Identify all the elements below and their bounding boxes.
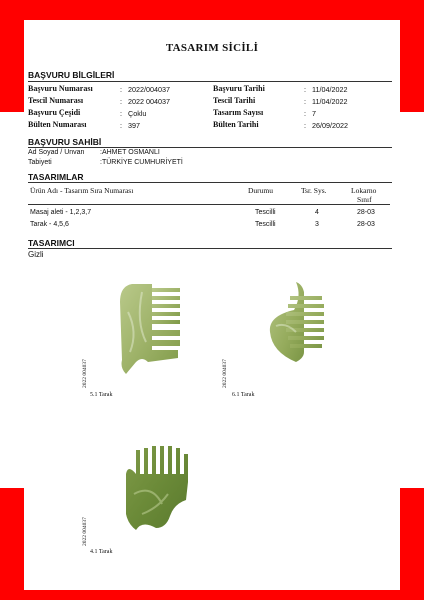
basvuru-label: Tescil Tarihi [213, 96, 256, 105]
page-title: TASARIM SİCİLİ [165, 42, 259, 54]
col-header-tsr: Tsr. Sys. [301, 186, 327, 195]
frame-right-bottom [400, 488, 424, 600]
jade-comb-image-3 [122, 444, 192, 530]
sahip-label: Tabiyeti [28, 159, 52, 166]
table-cell-name: Tarak - 4,5,6 [30, 221, 69, 228]
basvuru-label: Tasarım Sayısı [213, 108, 264, 117]
section-sahip-heading: BAŞVURU SAHİBİ [28, 137, 102, 147]
frame-left-bottom [0, 488, 24, 600]
basvuru-value: Çoklu [128, 109, 147, 118]
basvuru-label: Başvuru Tarihi [213, 84, 265, 93]
table-cell-name: Masaj aleti - 1,2,3,7 [30, 209, 92, 216]
section-rule [28, 81, 392, 82]
image-code-2: 2022 004037 [222, 359, 228, 388]
table-cell-count: 3 [315, 221, 319, 228]
table-cell-class: 28-03 [357, 209, 375, 216]
basvuru-label: Tescil Numarası [28, 96, 84, 105]
section-basvuru-heading: BAŞVURU BİLGİLERİ [28, 70, 115, 80]
table-cell-class: 28-03 [357, 221, 375, 228]
col-header-sinif: Sınıf [357, 195, 372, 204]
basvuru-label: Bülten Numarası [28, 120, 87, 129]
col-header-durumu: Durumu [248, 186, 273, 195]
section-rule [28, 182, 392, 183]
basvuru-label: Başvuru Çeşidi [28, 108, 81, 117]
sahip-value: :TÜRKİYE CUMHURİYETİ [100, 159, 183, 166]
basvuru-value: 11/04/2022 [312, 85, 348, 94]
image-caption-3: 4.1 Tarak [90, 549, 113, 555]
jade-comb-image-1 [118, 282, 186, 376]
section-tasarimci-heading: TASARIMCI [28, 238, 75, 248]
basvuru-label: Bülten Tarihi [213, 120, 259, 129]
sahip-label: Ad Soyad / Unvan [28, 149, 85, 156]
image-caption-2: 6.1 Tarak [232, 392, 255, 398]
frame-right-top [400, 0, 424, 112]
image-code-1: 2022 004037 [82, 359, 88, 388]
frame-bottom [0, 590, 424, 600]
basvuru-value: 26/09/2022 [312, 121, 348, 130]
basvuru-value: 2022/004037 [128, 85, 170, 94]
frame-top [0, 0, 424, 20]
image-code-3: 2022 004037 [82, 517, 88, 546]
basvuru-value: 11/04/2022 [312, 97, 348, 106]
table-cell-status: Tescilli [255, 209, 276, 216]
table-cell-count: 4 [315, 209, 319, 216]
section-rule [28, 248, 392, 249]
table-cell-status: Tescilli [255, 221, 276, 228]
col-header-urun: Ürün Adı - Tasarım Sıra Numarası [30, 186, 134, 195]
frame-left-top [0, 0, 24, 112]
tasarimci-value: Gizli [28, 250, 44, 259]
basvuru-value: 2022 004037 [128, 97, 170, 106]
sahip-value: :AHMET OSMANLI [100, 149, 160, 156]
basvuru-label: Başvuru Numarası [28, 84, 93, 93]
col-header-lokarno: Lokarno [351, 186, 377, 195]
basvuru-value: 397 [128, 121, 140, 130]
table-header-rule [28, 204, 390, 205]
jade-comb-image-2 [266, 282, 326, 366]
image-caption-1: 5.1 Tarak [90, 392, 113, 398]
basvuru-value: 7 [312, 109, 316, 118]
section-tasarimlar-heading: TASARIMLAR [28, 172, 84, 182]
section-rule [28, 147, 392, 148]
